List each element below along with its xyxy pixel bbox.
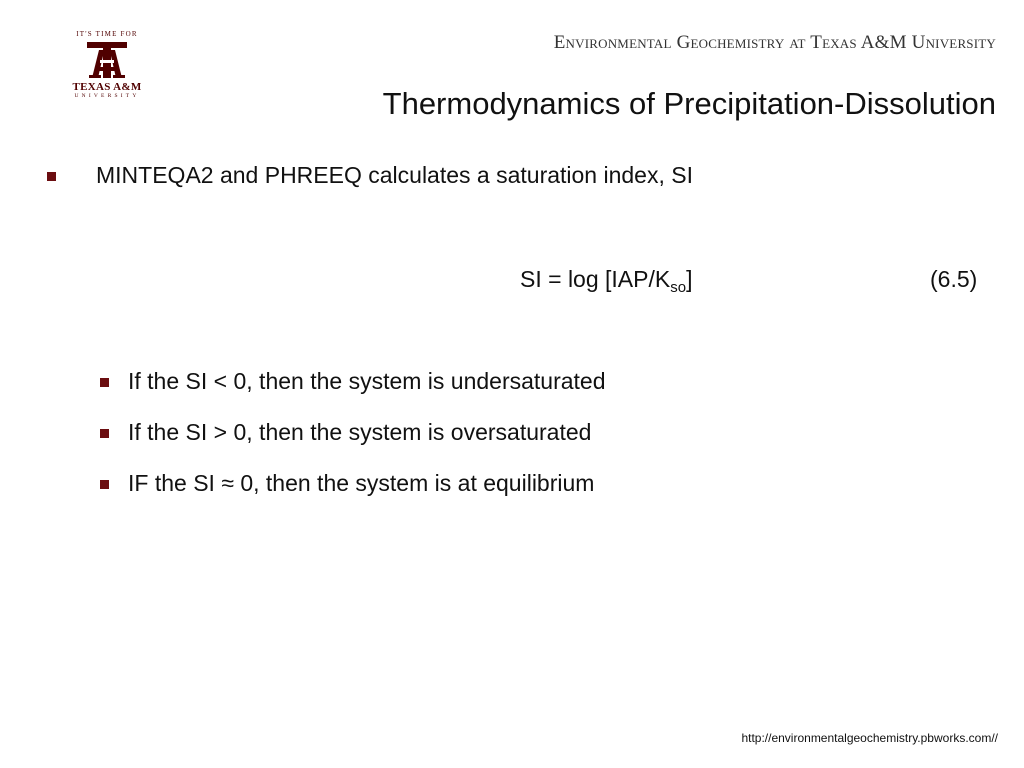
department-header: Environmental Geochemistry at Texas A&M University bbox=[553, 32, 996, 53]
sub-bullet bbox=[100, 419, 800, 449]
sub-bullet-text: If the SI < 0, then the system is undersaturated bbox=[128, 368, 606, 394]
equation-number: (6.5) bbox=[930, 266, 978, 292]
atm-monogram-icon bbox=[84, 40, 130, 80]
bullet-square-icon bbox=[100, 378, 109, 387]
sub-bullet-text: If the SI > 0, then the system is oversaturated bbox=[128, 419, 592, 445]
slide-title: Thermodynamics of Precipitation-Dissolution bbox=[382, 86, 996, 121]
logo-subtitle: UNIVERSITY bbox=[74, 93, 140, 99]
equation bbox=[520, 266, 693, 296]
logo-tagline: IT'S TIME FOR bbox=[76, 30, 138, 38]
main-bullet bbox=[47, 162, 847, 192]
bullet-square-icon bbox=[100, 429, 109, 438]
equation-subscript: so bbox=[670, 279, 687, 296]
equation-prefix: SI = log [IAP/K bbox=[520, 266, 671, 292]
logo-name: TEXAS A&M bbox=[72, 81, 142, 93]
main-bullet-text: MINTEQA2 and PHREEQ calculates a saturation index, SI bbox=[96, 162, 693, 188]
equation-suffix: ] bbox=[686, 266, 693, 292]
sub-bullet bbox=[100, 368, 800, 398]
bullet-square-icon bbox=[100, 480, 109, 489]
texas-am-logo bbox=[62, 30, 152, 116]
sub-bullet bbox=[100, 470, 800, 500]
footer-url[interactable]: http://environmentalgeochemistry.pbworks.com// bbox=[741, 731, 998, 745]
sub-bullet-text: IF the SI ≈ 0, then the system is at equilibrium bbox=[128, 470, 595, 496]
bullet-square-icon bbox=[47, 172, 56, 181]
